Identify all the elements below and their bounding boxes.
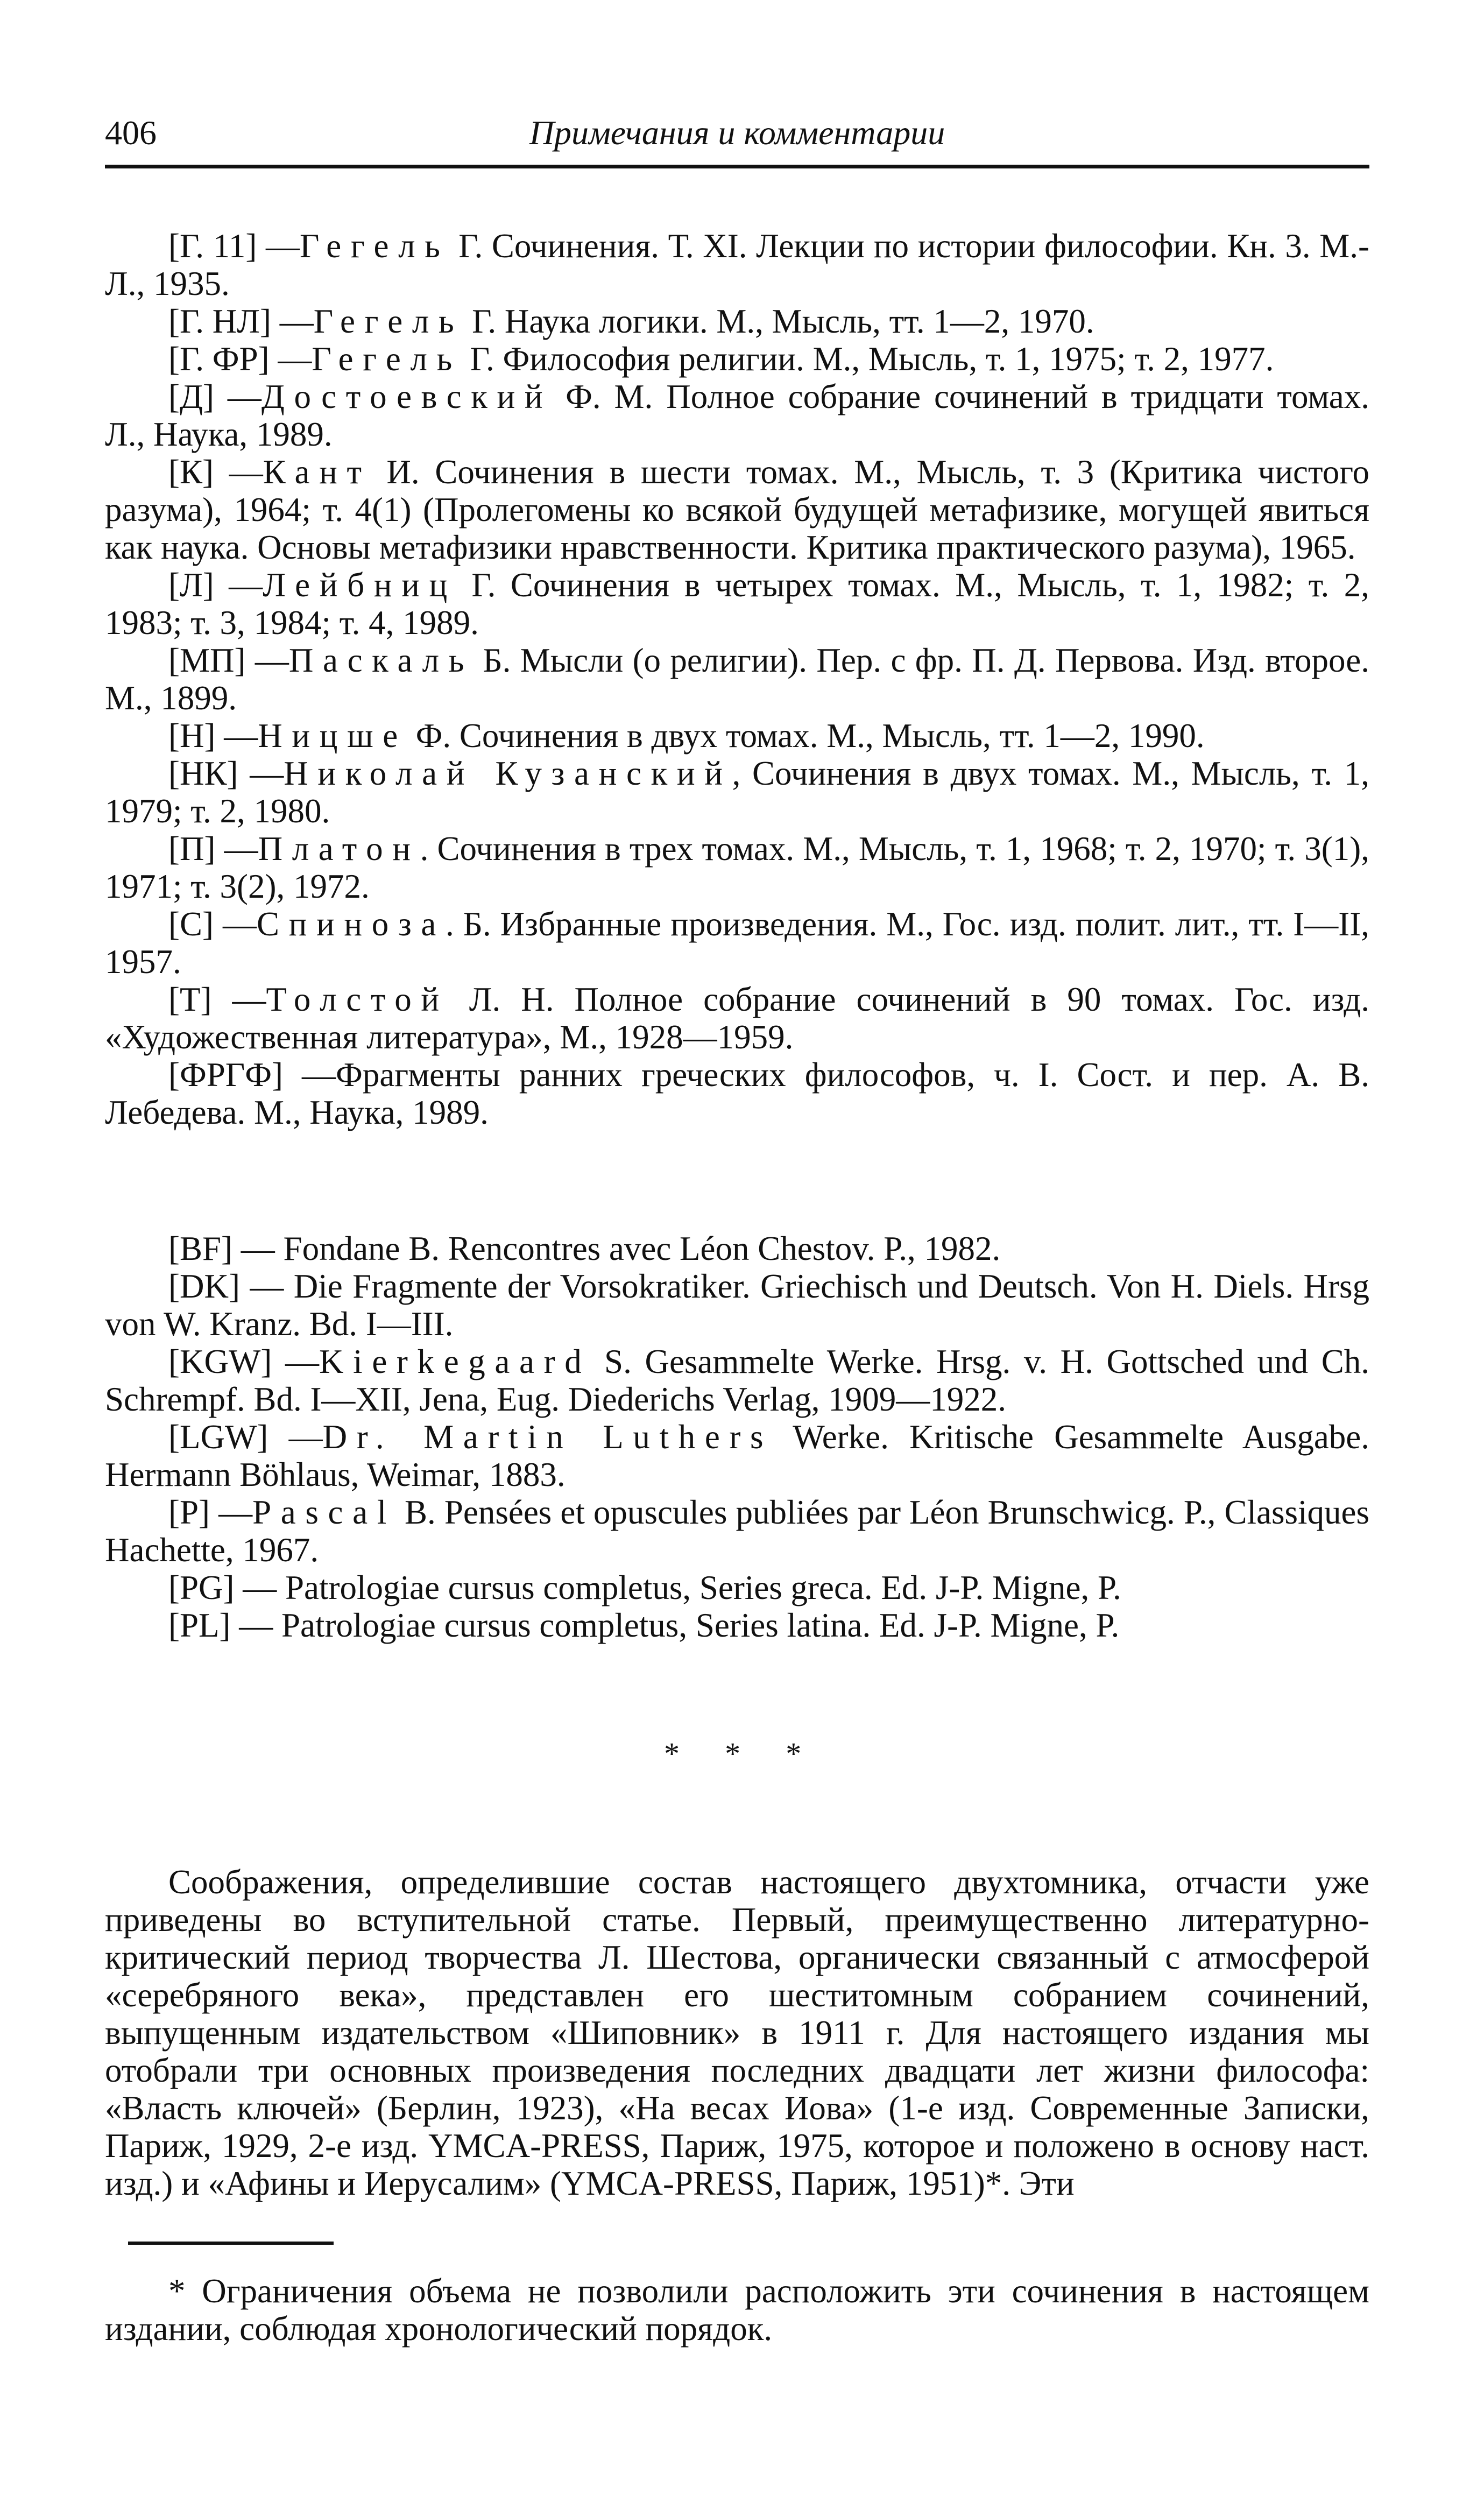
abbreviation-source: B. Pensées et opuscules publiées par Léon Brunschwicg. P., Classiques Hachette, 1967.: [105, 1493, 1370, 1569]
abbreviation-source: Patrologiae cursus completus, Series greca. Ed. J-P. Migne, P.: [277, 1569, 1121, 1606]
abbreviation-entry: [105, 1056, 1369, 1131]
abbreviation-source: . Б. Избранные произведения. М., Гос. изд. полит. лит., тт. I—II, 1957.: [105, 905, 1369, 981]
abbreviation-entry: [105, 905, 1369, 981]
page-number: 406: [105, 114, 157, 152]
abbreviation-entry: [105, 302, 1369, 340]
abbreviations-russian: [105, 227, 1369, 1131]
abbreviation-entry: [105, 830, 1369, 905]
abbreviation-key: [МП] —: [168, 642, 289, 679]
abbreviation-author: Толстой: [266, 981, 449, 1018]
abbreviation-author: Паскаль: [288, 642, 474, 679]
abbreviation-key: [DK] —: [168, 1267, 284, 1305]
abbreviation-key: [PL] —: [168, 1606, 273, 1644]
abbreviation-entry: [105, 378, 1369, 453]
abbreviation-author: Спиноза: [256, 905, 446, 943]
abbreviation-author: Dr. Martin Luthers: [322, 1418, 773, 1456]
abbreviation-author: Достоевский: [261, 378, 553, 415]
abbreviations-foreign: [105, 1230, 1369, 1644]
abbreviation-author: Николай Кузанский: [284, 755, 732, 792]
abbreviation-author: Платон: [258, 830, 420, 868]
abbreviation-source: Werke. Kritische Gesammelte Ausgabe. Hermann Böhlaus, Weimar, 1883.: [105, 1418, 1370, 1493]
abbreviation-entry: [105, 566, 1369, 642]
abbreviation-key: [П] —: [168, 830, 258, 868]
abbreviation-source: Г. Сочинения. Т. XI. Лекции по истории философии. Кн. 3. М.-Л., 1935.: [105, 227, 1370, 302]
abbreviation-key: [LGW] —: [168, 1418, 323, 1456]
abbreviation-entry: [105, 1343, 1369, 1418]
abbreviation-source: . Сочинения в трех томах. М., Мысль, т. 1, 1968; т. 2, 1970; т. 3(1), 1971; т. 3(2), 1972.: [105, 830, 1369, 905]
abbreviation-key: [P] —: [168, 1493, 253, 1531]
abbreviation-key: [BF] —: [168, 1230, 275, 1267]
abbreviation-entry: [105, 1267, 1369, 1343]
abbreviation-author: Гегель: [299, 227, 450, 265]
abbreviation-entry: [105, 1569, 1369, 1606]
abbreviation-source: Фрагменты ранних греческих философов, ч. I. Сост. и пер. А. В. Лебедева. М., Наука, 1989.: [105, 1056, 1370, 1131]
abbreviation-key: [НК] —: [168, 755, 284, 792]
abbreviation-entry: [105, 340, 1369, 378]
abbreviation-source: Fondane B. Rencontres avec Léon Chestov. P., 1982.: [274, 1230, 1001, 1267]
running-title: Примечания и комментарии: [529, 114, 945, 152]
abbreviation-key: [С] —: [168, 905, 257, 943]
abbreviation-source: Г. Наука логики. М., Мысль, тт. 1—2, 1970.: [463, 302, 1094, 340]
abbreviation-author: Гегель: [313, 302, 464, 340]
abbreviation-list-foreign: [105, 1230, 1369, 1644]
abbreviation-source: И. Сочинения в шести томах. М., Мысль, т. 3 (Критика чистого разума), 1964; т. 4(1) (Пролегомены ко всякой будущей метафизике, могущей явиться как наука. Основы метафизики нравственности. Критика практического разума), 1965.: [105, 453, 1369, 566]
abbreviation-source: Б. Мысли (о религии). Пер. с фр. П. Д. Первова. Изд. второе. М., 1899.: [105, 642, 1369, 717]
footnote-text: * Ограничения объема не позволили расположить эти сочинения в настоящем издании, соблюдая хронологический порядок.: [105, 2272, 1369, 2348]
abbreviation-entry: [105, 1418, 1369, 1493]
abbreviation-source: Л. Н. Полное собрание сочинений в 90 томах. Гос. изд. «Художественная литература», М., 1928—1959.: [105, 981, 1370, 1056]
abbreviation-key: [Г. ФР] —: [168, 340, 312, 378]
abbreviation-entry: [105, 1230, 1369, 1267]
abbreviation-key: [К] —: [168, 453, 263, 491]
header-rule: [105, 165, 1369, 168]
body-paragraph: Соображения, определившие состав настоящего двухтомника, отчасти уже приведены во вступительной статье. Первый, преимущественно литературно-критический период творчества Л. Шестова, органически связанный с атмосферой «серебряного века», представлен его шеститомным собранием сочинений, выпущенным издательством «Шиповник» в 1911 г. Для настоящего издания мы отобрали три основных произведения последних двадцати лет жизни философа: «Власть ключей» (Берлин, 1923), «На весах Иова» (1-е изд. Современные Записки, Париж, 1929, 2-е изд. YMCA-PRESS, Париж, 1975, которое и положено в основу наст. изд.) и «Афины и Иерусалим» (YMCA-PRESS, Париж, 1951)*. Эти: [105, 1863, 1369, 2202]
abbreviation-author: Лейбниц: [263, 566, 457, 604]
abbreviation-key: [Г. НЛ] —: [168, 302, 314, 340]
abbreviation-entry: [105, 642, 1369, 717]
footnote-block: [105, 2272, 1369, 2348]
abbreviation-list-ru: [105, 227, 1369, 1131]
abbreviation-key: [ФРГФ] —: [168, 1056, 336, 1094]
abbreviation-entry: [105, 717, 1369, 755]
abbreviation-source: Г. Философия религии. М., Мысль, т. 1, 1975; т. 2, 1977.: [461, 340, 1274, 378]
abbreviation-entry: [105, 1606, 1369, 1644]
abbreviation-source: , Сочинения в двух томах. М., Мысль, т. 1, 1979; т. 2, 1980.: [105, 755, 1369, 830]
abbreviation-key: [Л] —: [168, 566, 263, 604]
abbreviation-entry: [105, 981, 1369, 1056]
footnote-rule: [128, 2242, 334, 2245]
abbreviation-key: [Д] —: [168, 378, 262, 415]
abbreviation-source: Ф. М. Полное собрание сочинений в тридцати томах. Л., Наука, 1989.: [105, 378, 1369, 453]
abbreviation-author: Pascal: [252, 1493, 396, 1531]
section-separator: * * *: [664, 1736, 820, 1771]
abbreviation-source: Die Fragmente der Vorsokratiker. Griechisch und Deutsch. Von H. Diels. Hrsg von W. Kranz. Bd. I—III.: [105, 1267, 1369, 1343]
abbreviation-author: Гегель: [312, 340, 462, 378]
abbreviation-author: Kierkegaard: [319, 1343, 591, 1380]
abbreviation-source: Patrologiae cursus completus, Series latina. Ed. J-P. Migne, P.: [273, 1606, 1120, 1644]
abbreviation-source: Г. Сочинения в четырех томах. М., Мысль, т. 1, 1982; т. 2, 1983; т. 3, 1984; т. 4, 1989.: [105, 566, 1370, 642]
abbreviation-key: [Т] —: [168, 981, 266, 1018]
abbreviation-entry: [105, 453, 1369, 566]
abbreviation-key: [Г. 11] —: [168, 227, 300, 265]
abbreviation-entry: [105, 1493, 1369, 1569]
page-header: [105, 108, 1369, 167]
abbreviation-key: [KGW] —: [168, 1343, 320, 1380]
abbreviation-key: [Н] —: [168, 717, 258, 755]
body-text: [105, 1863, 1369, 2202]
abbreviation-entry: [105, 755, 1369, 830]
abbreviation-source: Ф. Сочинения в двух томах. М., Мысль, тт. 1—2, 1990.: [407, 717, 1205, 755]
abbreviation-key: [PG] —: [168, 1569, 277, 1606]
abbreviation-entry: [105, 227, 1369, 302]
abbreviation-author: Кант: [263, 453, 371, 491]
abbreviation-author: Ницше: [258, 717, 407, 755]
abbreviation-source: S. Gesammelte Werke. Hrsg. v. H. Gottsched und Ch. Schrempf. Bd. I—XII, Jena, Eug. Diederichs Verlag, 1909—1922.: [105, 1343, 1369, 1418]
